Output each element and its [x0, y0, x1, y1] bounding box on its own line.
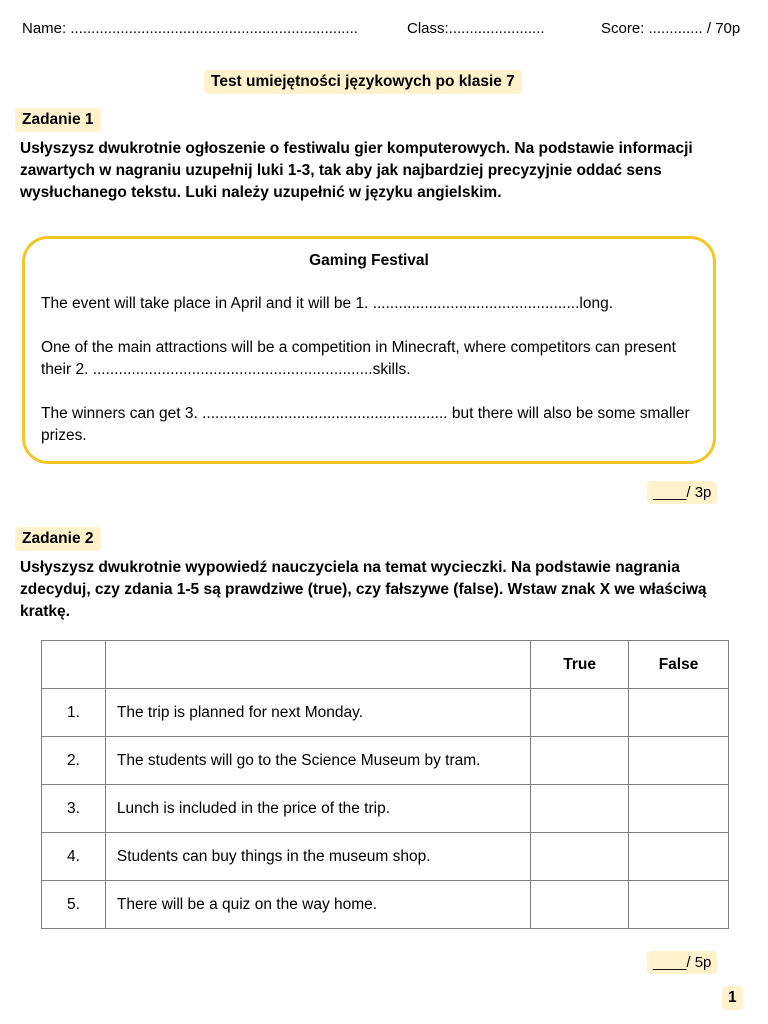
true-false-table — [41, 640, 729, 929]
false-checkbox-cell[interactable] — [629, 785, 729, 833]
task2-score: ____/ 5p — [647, 951, 717, 974]
task1-score: ____/ 3p — [647, 481, 717, 504]
task1-instruction: Usłyszysz dwukrotnie ogłoszenie o festiwalu gier komputerowych. Na podstawie informacji zawartych w nagraniu uzupełnij luki 1-3, tak aby jak najbardziej precyzyjnie oddać sens wysłuchanego tekstu. Luki należy uzupełnić w języku angielskim. — [20, 140, 693, 201]
row-statement: Students can buy things in the museum shop. — [105, 833, 530, 881]
row-number: 5. — [42, 881, 106, 929]
true-checkbox-cell[interactable] — [531, 785, 629, 833]
class-field[interactable]: Class:....................... — [407, 20, 545, 37]
gap-sentence-3: The winners can get 3. ......................................................... but there will also be some smaller prizes. — [41, 405, 690, 444]
true-checkbox-cell[interactable] — [531, 881, 629, 929]
task1-label: Zadanie 1 — [15, 108, 101, 132]
score-field[interactable]: Score: ............. / 70p — [601, 20, 741, 37]
task2-label: Zadanie 2 — [15, 527, 101, 551]
row-statement: There will be a quiz on the way home. — [105, 881, 530, 929]
row-number: 3. — [42, 785, 106, 833]
header-false: False — [629, 641, 729, 689]
row-statement: Lunch is included in the price of the trip. — [105, 785, 530, 833]
gaming-festival-box — [22, 236, 716, 464]
false-checkbox-cell[interactable] — [629, 881, 729, 929]
true-checkbox-cell[interactable] — [531, 689, 629, 737]
name-field[interactable]: Name: ..................................................................... — [22, 20, 358, 37]
row-number: 2. — [42, 737, 106, 785]
table-header-row — [42, 641, 729, 689]
gap-sentence-2: One of the main attractions will be a competition in Minecraft, where competitors can present their 2. .................................................................skills. — [41, 339, 676, 378]
table-row — [42, 785, 729, 833]
false-checkbox-cell[interactable] — [629, 737, 729, 785]
false-checkbox-cell[interactable] — [629, 689, 729, 737]
table-row — [42, 689, 729, 737]
test-title: Test umiejętności językowych po klasie 7 — [204, 70, 522, 94]
false-checkbox-cell[interactable] — [629, 833, 729, 881]
box-title: Gaming Festival — [309, 252, 429, 269]
header-num — [42, 641, 106, 689]
table-row — [42, 737, 729, 785]
table-row — [42, 881, 729, 929]
header-statement — [105, 641, 530, 689]
page-number: 1 — [722, 986, 743, 1010]
row-number: 1. — [42, 689, 106, 737]
row-statement: The trip is planned for next Monday. — [105, 689, 530, 737]
gap-sentence-1: The event will take place in April and it will be 1. ................................................long. — [41, 295, 614, 312]
task2-instruction: Usłyszysz dwukrotnie wypowiedź nauczyciela na temat wycieczki. Na podstawie nagrania zdecyduj, czy zdania 1-5 są prawdziwe (true), czy fałszywe (false). Wstaw znak X we właściwą kratkę. — [20, 559, 707, 620]
row-statement: The students will go to the Science Museum by tram. — [105, 737, 530, 785]
header-true: True — [531, 641, 629, 689]
table-row — [42, 833, 729, 881]
true-checkbox-cell[interactable] — [531, 737, 629, 785]
row-number: 4. — [42, 833, 106, 881]
true-checkbox-cell[interactable] — [531, 833, 629, 881]
